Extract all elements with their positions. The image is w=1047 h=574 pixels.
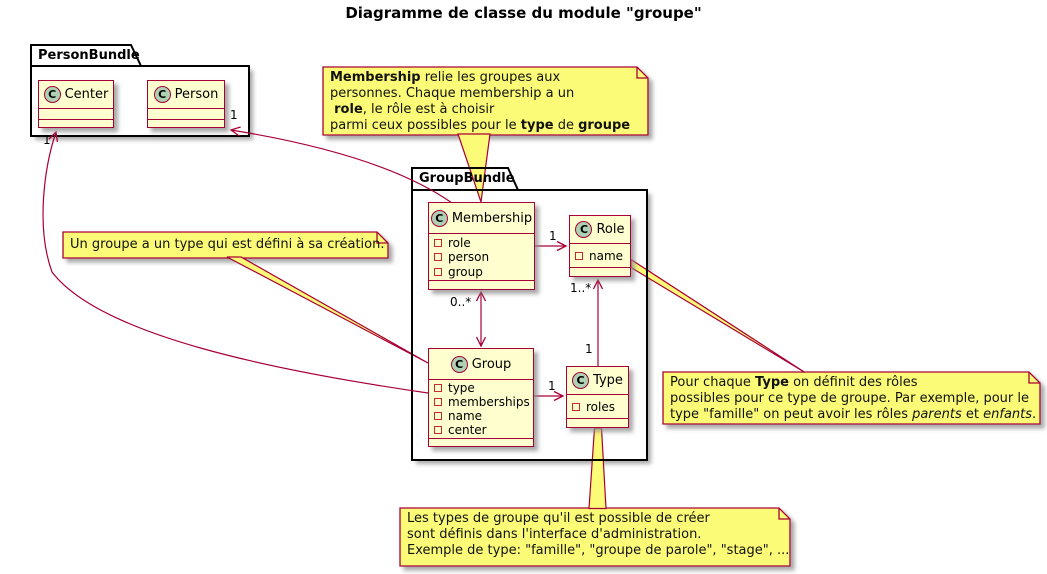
class-group-attributes	[429, 379, 533, 438]
class-name: Center	[64, 87, 109, 102]
class-person-methods-empty	[148, 119, 224, 127]
attribute-row: center	[434, 423, 528, 437]
class-membership-methods-empty	[429, 280, 534, 289]
class-role-attributes	[570, 243, 630, 267]
class-name: Group	[471, 356, 512, 372]
multiplicity-type-role-near-role: 1..*	[570, 281, 592, 295]
multiplicity-person: 1	[230, 108, 238, 122]
class-icon: C	[572, 372, 589, 389]
class-icon: C	[154, 86, 171, 103]
attribute-row: memberships	[434, 395, 528, 409]
diagram-title: Diagramme de classe du module "groupe"	[345, 4, 702, 22]
class-membership	[428, 202, 535, 290]
class-group-title	[429, 349, 533, 379]
class-role-methods-empty	[570, 267, 630, 276]
note-group-type-tail	[227, 257, 428, 363]
class-center-methods-empty	[39, 119, 113, 127]
note-type-roles: Pour chaque Type on définit des rôles possibles pour ce type de groupe. Par exemple, pour le type "famille" on peut avoir les rôles parents et enfants.	[670, 375, 1037, 422]
multiplicity-membership-group: 0..*	[450, 295, 472, 309]
multiplicity-membership-role: 1	[549, 229, 557, 243]
attribute-row: type	[434, 381, 528, 395]
class-name: Type	[593, 373, 623, 388]
field-icon	[434, 412, 442, 420]
attribute-row: role	[434, 236, 529, 250]
class-type-attributes	[567, 394, 628, 418]
class-type-methods-empty	[567, 418, 628, 427]
class-center-title	[39, 81, 113, 108]
class-group-methods-empty	[429, 438, 533, 446]
class-name: Person	[174, 87, 219, 102]
association-group-center	[43, 132, 428, 393]
class-membership-title	[429, 203, 534, 233]
field-icon	[434, 268, 442, 276]
field-icon	[434, 239, 442, 247]
note-group-types: Les types de groupe qu'il est possible de créer sont définis dans l'interface d'administration. Exemple de type: "famille", "groupe de parole", "stage", ...	[407, 511, 790, 558]
field-icon	[434, 398, 442, 406]
class-type	[566, 366, 629, 428]
class-icon: C	[44, 86, 61, 103]
field-icon	[434, 426, 442, 434]
class-person-title	[148, 81, 224, 108]
field-icon	[434, 384, 442, 392]
multiplicity-group-type: 1	[548, 379, 556, 393]
package-personbundle-name: PersonBundle	[38, 48, 140, 63]
class-role	[569, 215, 631, 277]
class-type-title	[567, 367, 628, 394]
class-center	[38, 80, 114, 128]
class-icon: C	[451, 356, 468, 373]
class-name: Membership	[451, 210, 533, 226]
class-group	[428, 348, 534, 447]
note-membership: Membership relie les groupes aux personnes. Chaque membership a un role, le rôle est à choisir parmi ceux possibles pour le type de groupe	[330, 70, 631, 133]
note-type-roles-tail	[631, 260, 805, 373]
field-icon	[575, 252, 583, 260]
class-membership-attributes	[429, 233, 534, 280]
class-role-title	[570, 216, 630, 243]
attribute-row: person	[434, 250, 529, 264]
class-icon: C	[575, 221, 592, 238]
package-groupbundle-name: GroupBundle	[419, 171, 515, 186]
field-icon	[434, 253, 442, 261]
class-name: Role	[596, 222, 625, 237]
attribute-row: name	[434, 409, 528, 423]
class-center-attributes-empty	[39, 108, 113, 119]
attribute-row: group	[434, 265, 529, 279]
multiplicity-type-role-near-type: 1	[585, 342, 593, 356]
multiplicity-center: 1	[43, 133, 51, 147]
attribute-row: name	[575, 249, 625, 263]
class-icon: C	[431, 210, 448, 227]
note-group-type: Un groupe a un type qui est défini à sa création.	[70, 237, 385, 252]
class-person-attributes-empty	[148, 108, 224, 119]
attribute-row: roles	[572, 400, 623, 414]
field-icon	[572, 403, 580, 411]
class-person	[147, 80, 225, 128]
